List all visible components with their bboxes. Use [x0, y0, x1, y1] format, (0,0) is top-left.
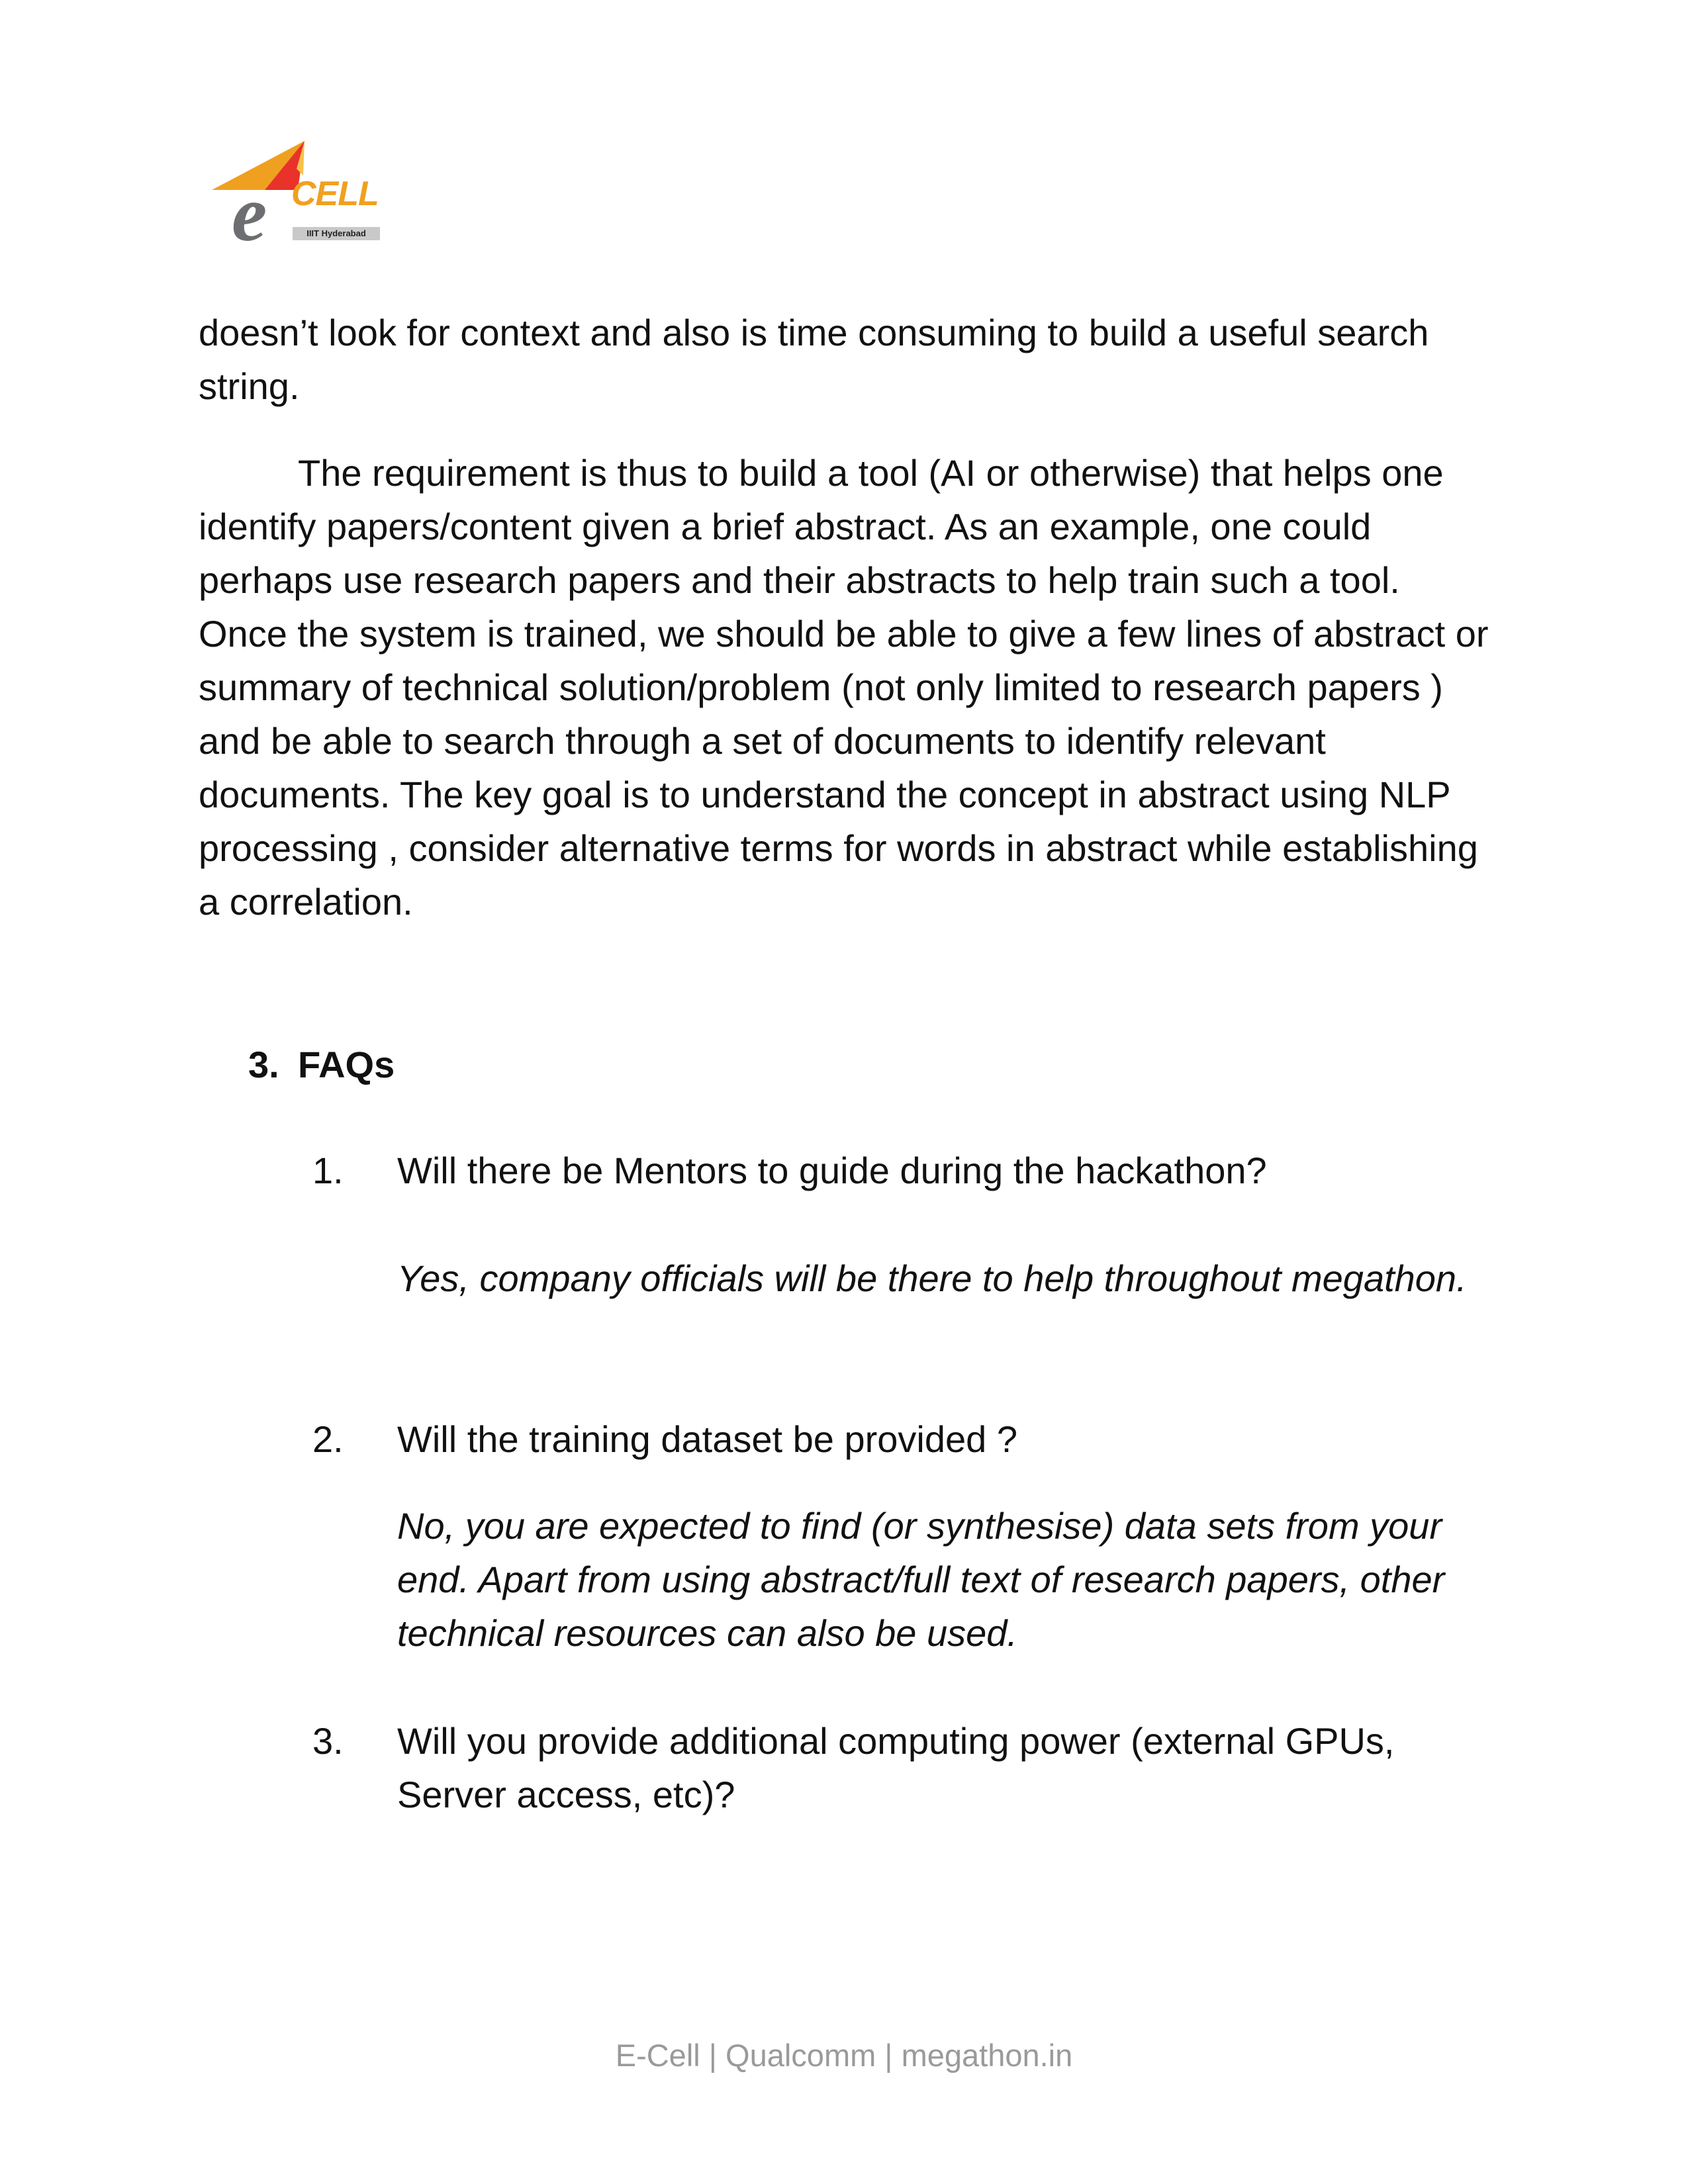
- paragraph-requirement: The requirement is thus to build a tool (AI or otherwise) that helps one identify papers/content given a brief abstract. As an example, one could perhaps use research papers and their abstracts to help train such a tool. Once the system is trained, we should be able to give a few lines of abstract or summary of technical solution/problem (not only limited to research papers ) and be able to search through a set of documents to identify relevant documents. The key goal is to understand the concept in abstract using NLP processing , consider alternative terms for words in abstract while establishing a correlation.: [199, 452, 1489, 923]
- ecell-logo: [199, 129, 391, 245]
- faq-question: Will you provide additional computing power (external GPUs, Server access, etc)?: [397, 1720, 1395, 1815]
- faq-number: 2.: [312, 1418, 344, 1460]
- faq-number: 1.: [312, 1150, 344, 1191]
- faq-question: Will there be Mentors to guide during the hackathon?: [397, 1150, 1267, 1191]
- faq-answer: No, you are expected to find (or synthesise) data sets from your end. Apart from using abstract/full text of research papers, other technical resources can also be used.: [397, 1505, 1445, 1654]
- faq-answer: Yes, company officials will be there to help throughout megathon.: [397, 1257, 1467, 1299]
- paragraph-continuation: doesn’t look for context and also is time consuming to build a useful search string.: [199, 312, 1429, 407]
- page-footer: E-Cell | Qualcomm | megathon.in: [615, 2038, 1073, 2073]
- logo-subtitle: IIIT Hyderabad: [293, 227, 380, 240]
- section-title: FAQs: [298, 1044, 395, 1085]
- section-heading: [248, 1038, 395, 1091]
- faq-question: Will the training dataset be provided ?: [397, 1418, 1017, 1460]
- section-number: 3.: [248, 1044, 279, 1085]
- faq-number: 3.: [312, 1720, 344, 1762]
- logo-wordmark: CELL: [291, 175, 379, 213]
- logo-letter-e: e: [232, 169, 267, 245]
